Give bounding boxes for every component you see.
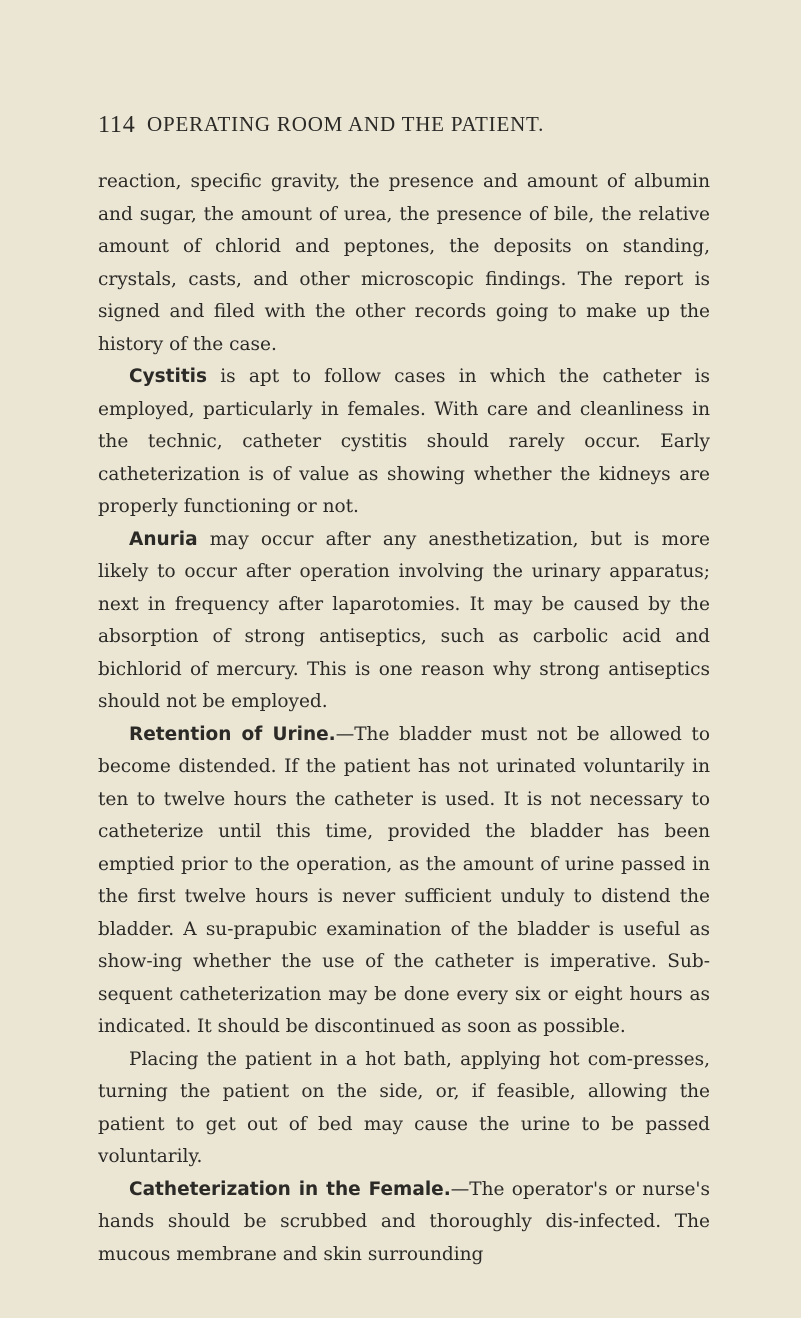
run-in-heading-catheterization: Catheterization in the Female. (129, 1178, 451, 1200)
run-in-heading-anuria: Anuria (129, 528, 198, 550)
run-in-heading-cystitis: Cystitis (129, 366, 208, 387)
paragraph-retention-of-urine (98, 719, 710, 1044)
running-title: OPERATING ROOM AND THE PATIENT. (147, 112, 545, 136)
paragraph-cystitis (98, 361, 710, 524)
paragraph-continuation (98, 166, 710, 361)
paragraph-text: —The operator's or nurse's hands should be scrubbed and thoroughly dis-infected. The mucous membrane and skin surrounding (98, 1178, 710, 1265)
paragraph-text: —The bladder must not be allowed to become distended. If the patient has not urinated voluntarily in ten to twelve hours the catheter is used. It is not necessary to catheterize until this time, provided the bladder has been emptied prior to the operation, as the amount of urine passed in the first twelve hours is never sufficient unduly to distend the bladder. A su-prapubic examination of the bladder is useful as show-ing whether the use of the catheter is imperative. Sub-sequent catheterization may be done every six or eight hours as indicated. It should be discontinued as soon as possible. (98, 723, 710, 1037)
paragraph-hot-bath (98, 1044, 710, 1174)
page-number: 114 (98, 112, 136, 138)
paragraph-text: is apt to follow cases in which the catheter is employed, particularly in females. With care and cleanliness in the technic, catheter cystitis should rarely occur. Early catheterization is of value as showing whether the kidneys are properly functioning or not. (98, 366, 710, 517)
paragraph-anuria (98, 524, 710, 719)
paragraph-text: reaction, specific gravity, the presence and amount of albumin and sugar, the amount of urea, the presence of bile, the relative amount of chlorid and peptones, the deposits on standing, crystals, casts, and other microscopic findings. The report is signed and filed with the other records going to make up the history of the case. (98, 171, 710, 355)
run-in-heading-retention: Retention of Urine. (129, 723, 336, 745)
body-text (98, 166, 710, 1296)
paragraph-catheterization-female (98, 1174, 710, 1272)
running-head (98, 112, 718, 144)
paragraph-text: Placing the patient in a hot bath, applying hot com-presses, turning the patient on the side, or, if feasible, allowing the patient to get out of bed may cause the urine to be passed voluntarily. (98, 1048, 710, 1167)
paragraph-text: may occur after any anesthetization, but is more likely to occur after operation involving the urinary apparatus; next in frequency after laparotomies. It may be caused by the absorption of strong antiseptics, such as carbolic acid and bichlorid of mercury. This is one reason why strong antiseptics should not be employed. (98, 528, 710, 712)
